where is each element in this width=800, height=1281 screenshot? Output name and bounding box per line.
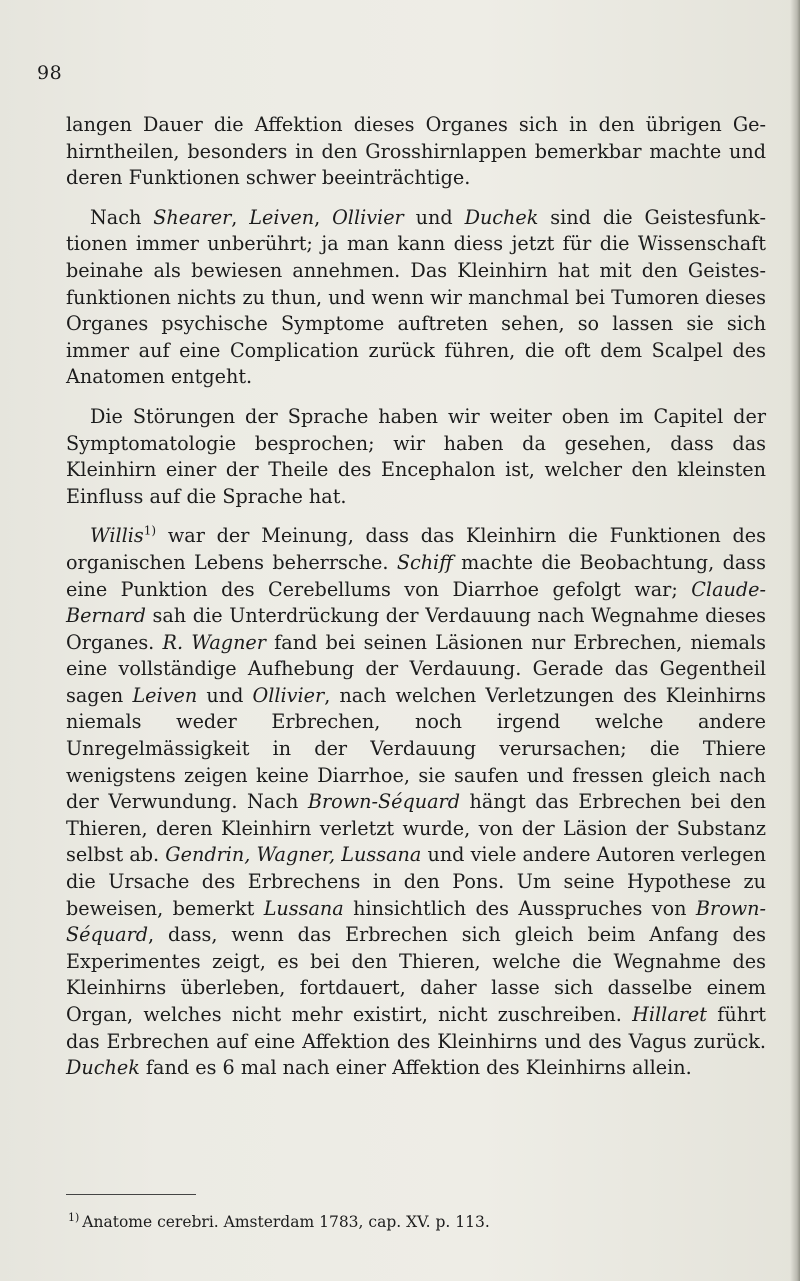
author-name: Gendrin, Wagner, Lussana: [165, 843, 422, 867]
text-run: , dass, wenn das Erbrechen sich gleich beim Anfang des Experimentes zeigt, es bei den Thieren, welche die Wegnahme des Kleinhirns überleben, fortdauert, daher lasse sich dasselbe einem Organ, welches nicht mehr existirt, nicht zuschreiben.: [66, 923, 766, 1026]
page-number: 98: [37, 62, 63, 84]
text-run: fand bei seinen Läsionen nur Erbrechen, niemals eine vollständige Aufhebung der Verdauung. Gerade das Gegentheil sagen: [66, 630, 766, 707]
paragraph: [66, 205, 766, 391]
author-name: Ollivier: [332, 205, 404, 229]
author-name: Duchek: [66, 1056, 140, 1080]
footnote-reference: 1): [143, 523, 157, 538]
author-name: Brown-Séquard: [307, 790, 461, 814]
text-run: ,: [231, 205, 250, 229]
author-name: Hillaret: [632, 1003, 707, 1026]
text-run: , nach welchen Verletzungen des Kleinhirns niemals weder Erbrechen, noch irgend welche andere Unregelmässigkeit in der Verdauung verursachen; die Thiere wenigstens zeigen keine Diarrhoe, sie saufen und fressen gleich nach der Verwundung. Nach: [66, 683, 767, 814]
author-name: Schiff: [396, 550, 453, 574]
text-run: Die Störungen der Sprache haben wir weiter oben im Capitel der Symptomatologie besprochen; wir haben da gesehen, dass das Kleinhirn einer der Theile des Encephalon ist, welcher den kleinsten Einfluss auf die Sprache hat.: [66, 404, 766, 508]
text-run: war der Meinung, dass das Kleinhirn die Funktionen des organischen Lebens beherrsche.: [66, 524, 766, 574]
author-name: Claude-Bernard: [66, 577, 766, 628]
text-run: langen Dauer die Affektion dieses Organes sich in den übrigen Gehirntheilen, besonders in den Grosshirnlappen bemerkbar machte und deren Funktionen schwer beeinträchtige.: [66, 113, 766, 190]
author-name: Ollivier: [252, 683, 325, 707]
author-name: Leiven: [132, 683, 198, 707]
body-text: [66, 112, 766, 1095]
author-name: Shearer: [153, 205, 232, 229]
author-name: Brown-Séquard: [66, 896, 767, 947]
text-run: sind die Geistesfunktionen immer unberührt; ja man kann diess jetzt für die Wissenschaft beinahe als bewiesen annehmen. Das Kleinhirn hat mit den Geistesfunktionen nichts zu thun, und wenn wir manchmal bei Tumoren dieses Organes psychische Symptome auftreten sehen, so lassen sie sich immer auf eine Complication zurück führen, die oft dem Scalpel des Anatomen entgeht.: [66, 205, 767, 389]
text-run: führt das Erbrechen auf eine Affektion des Kleinhirns und des Vagus zurück.: [66, 1003, 766, 1053]
text-run: sah die Unterdrückung der Verdauung nach Wegnahme dieses Organes.: [66, 604, 766, 654]
footnote-divider: [66, 1194, 196, 1195]
text-run: machte die Beobachtung, dass eine Punktion des Cerebellums von Diarrhoe gefolgt war;: [66, 550, 766, 601]
text-run: fand es 6 mal nach einer Affektion des Kleinhirns allein.: [139, 1056, 692, 1080]
author-name: Lussana: [263, 896, 344, 920]
author-name: Leiven: [249, 205, 315, 229]
text-run: ,: [314, 205, 333, 229]
text-run: und: [403, 205, 465, 229]
text-run: hinsichtlich des Ausspruches von: [343, 896, 696, 920]
author-name: Willis: [90, 524, 144, 548]
page-edge-shadow: [790, 0, 800, 1281]
footnote-text: Anatome cerebri. Amsterdam 1783, cap. XV. p. 113.: [82, 1213, 490, 1231]
text-run: und viele andere Autoren verlegen die Ursache des Erbrechens in den Pons. Um seine Hypothese zu beweisen, bemerkt: [66, 843, 767, 920]
text-run: und: [197, 683, 253, 707]
text-run: hängt das Erbrechen bei den Thieren, deren Kleinhirn verletzt wurde, von der Läsion der Substanz selbst ab.: [66, 790, 766, 867]
author-name: R. Wagner: [162, 630, 266, 654]
text-run: Nach: [90, 205, 154, 229]
paragraph: [66, 404, 766, 510]
author-name: Duchek: [464, 205, 539, 229]
footnote-mark: 1): [68, 1210, 80, 1224]
footnote: [68, 1212, 768, 1232]
paragraph: [66, 112, 766, 192]
paragraph: [66, 523, 766, 1081]
